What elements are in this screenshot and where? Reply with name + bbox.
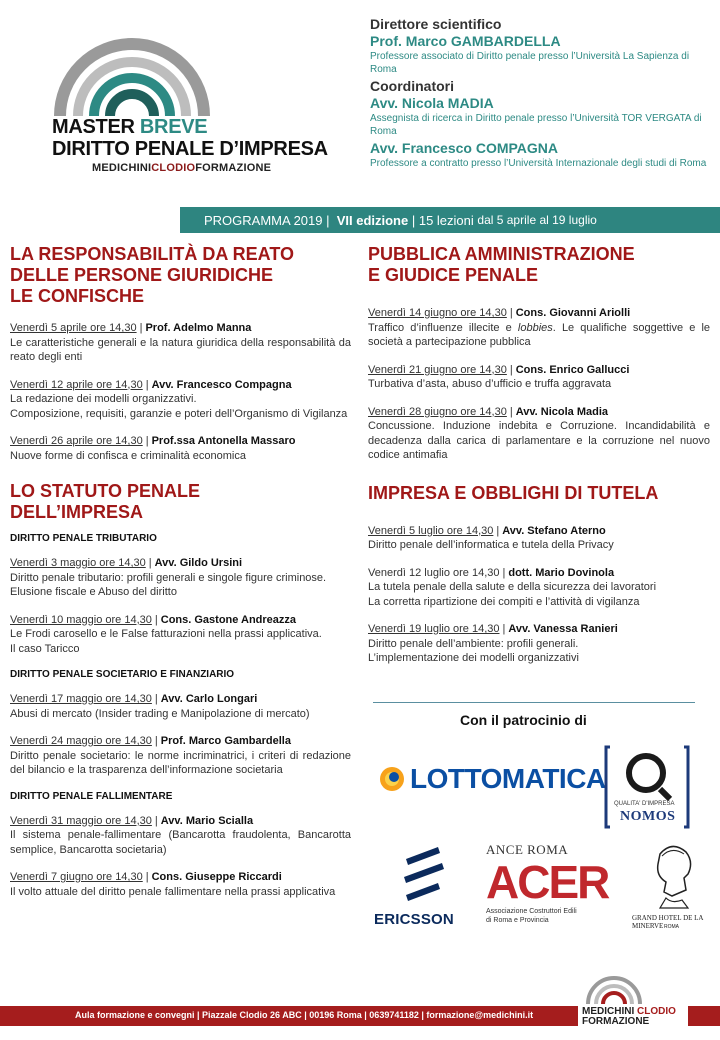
left-column xyxy=(10,244,351,912)
lesson-item: Venerdì 21 giugno ore 14,30 | Cons. Enrico Gallucci Turbativa d’asta, abuso d’ufficio e truffa aggravata xyxy=(368,363,630,390)
coordinator-1-name: Avv. Nicola MADIA xyxy=(370,95,494,111)
section-title-statuto: LO STATUTO PENALE DELL’IMPRESA xyxy=(10,481,201,522)
lottomatica-logo: LOTTOMATICA xyxy=(378,763,606,795)
staff-block xyxy=(370,16,715,172)
subsection-fallimentare: DIRITTO PENALE FALLIMENTARE xyxy=(10,790,173,802)
coordinator-2-desc: Professore a contratto presso l’Università Internazionale degli studi di Roma xyxy=(370,158,707,169)
lesson-item: Venerdì 5 aprile ore 14,30 | Prof. Adelmo Manna Le caratteristiche generali e la natura giuridica della responsabilità da reato degli enti xyxy=(10,322,351,363)
footer-logo: MEDICHINI CLODIO FORMAZIONE xyxy=(578,970,688,1028)
lesson-item: Venerdì 28 giugno ore 14,30 | Avv. Nicola Madia Concussione. Induzione indebita e Corruzione. Incandidabilità e decadenza dalla carica di parlamentare e la corruzione nel nuovo codice antimafia xyxy=(368,405,710,461)
director-desc: Professore associato di Diritto penale presso l’Università La Sapienza di Roma xyxy=(370,51,690,75)
lesson-item: Venerdì 31 maggio ore 14,30 | Avv. Mario Scialla Il sistema penale-fallimentare (Bancarotta fraudolenta, Bancarotta semplice, Bancarotta societaria) xyxy=(10,814,351,856)
lesson-item: Venerdì 14 giugno ore 14,30 | Cons. Giovanni Ariolli Traffico d’influenze illecite e lobbies. Le qualifiche soggettive e le società a partecipazione pubblica xyxy=(368,307,711,348)
director-name: Prof. Marco GAMBARDELLA xyxy=(370,33,561,49)
right-column xyxy=(368,244,710,679)
logo-line-3: MEDICHINICLODIOFORMAZIONE xyxy=(92,162,272,174)
sponsor-divider xyxy=(373,702,695,703)
minerva-head-icon xyxy=(642,842,702,912)
lesson-item: Venerdì 10 maggio ore 14,30 | Cons. Gastone Andreazza Le Frodi carosello e le False fatturazioni nella prassi applicativa. Il caso Taricco xyxy=(10,613,322,655)
subsection-societario: DIRITTO PENALE SOCIETARIO E FINANZIARIO xyxy=(10,669,235,680)
section-title-responsabilita: LA RESPONSABILITÀ DA REATO DELLE PERSONE GIURIDICHE LE CONFISCHE xyxy=(10,244,295,306)
lesson-item: Venerdì 12 aprile ore 14,30 | Avv. Francesco Compagna La redazione dei modelli organizzativi. Composizione, requisiti, garanzie e poteri dell’Organismo di Vigilanza xyxy=(10,378,348,420)
lesson-item: Venerdì 5 luglio ore 14,30 | Avv. Stefano Aterno Diritto penale dell’informatica e tutela della Privacy xyxy=(368,524,614,551)
lesson-item: Venerdì 12 luglio ore 14,30 | dott. Mario Dovinola La tutela penale della salute e della sicurezza dei lavoratori La corretta ripartizione dei compiti e l’attività di vigilanza xyxy=(368,566,657,608)
subsection-tributario: DIRITTO PENALE TRIBUTARIO xyxy=(10,533,157,544)
footer-contacts: Aula formazione e convegni | Piazzale Clodio 26 ABC | 00196 Roma | 0639741182 | formazione@medichini.it xyxy=(75,1010,534,1020)
coordinator-2-name: Avv. Francesco COMPAGNA xyxy=(370,140,559,156)
director-role: Direttore scientifico xyxy=(370,16,502,32)
lottomatica-sun-icon xyxy=(378,765,406,793)
patronage-heading: Con il patrocinio di xyxy=(460,712,587,728)
footer-arcs-icon xyxy=(584,970,644,1006)
logo-line-2: DIRITTO PENALE D’IMPRESA xyxy=(52,138,328,160)
section-title-tutela: IMPRESA E OBBLIGHI DI TUTELA xyxy=(368,482,659,503)
acer-logo: ANCE ROMA ACER Associazione Costruttori Edili di Roma e Provincia xyxy=(486,842,609,924)
minerve-logo: GRAND HOTEL DE LA MINERVE ROMA xyxy=(626,842,720,934)
lesson-item: Venerdì 7 giugno ore 14,30 | Cons. Giuseppe Riccardi Il volto attuale del diritto penale fallimentare nella prassi applicativa xyxy=(10,871,336,898)
nomos-q-icon xyxy=(626,753,666,793)
arcs-logo-icon xyxy=(52,28,212,118)
lesson-item: Venerdì 17 maggio ore 14,30 | Avv. Carlo Longari Abusi di mercato (Insider trading e Manipolazione di mercato) xyxy=(10,693,310,720)
nomos-logo: QUALITA' D'IMPRESA NOMOS xyxy=(604,745,690,829)
program-banner: PROGRAMMA 2019 | VII edizione | 15 lezioni dal 5 aprile al 19 luglio xyxy=(180,207,720,233)
coordinators-role: Coordinatori xyxy=(370,78,454,94)
coordinator-1-desc: Assegnista di ricerca in Diritto penale presso l’Università TOR VERGATA di Roma xyxy=(370,113,702,137)
logo-line-1: MASTER BREVE xyxy=(52,116,208,138)
master-logo xyxy=(40,28,340,188)
ericsson-bars-icon xyxy=(374,845,474,909)
lesson-item: Venerdì 24 maggio ore 14,30 | Prof. Marco Gambardella Diritto penale societario: le norme incriminatrici, i criteri di redazione del bilancio e la trasparenza dell’informazione societaria xyxy=(10,735,351,776)
ericsson-logo: ERICSSON xyxy=(374,845,474,935)
section-title-pa: PUBBLICA AMMINISTRAZIONE E GIUDICE PENALE xyxy=(368,244,635,285)
lesson-item: Venerdì 26 aprile ore 14,30 | Prof.ssa Antonella Massaro Nuove forme di confisca e criminalità economica xyxy=(10,435,296,462)
lesson-item: Venerdì 19 luglio ore 14,30 | Avv. Vanessa Ranieri Diritto penale dell’ambiente: profili generali. L’implementazione dei modelli organizzativi xyxy=(368,623,618,664)
lesson-item: Venerdì 3 maggio ore 14,30 | Avv. Gildo Ursini Diritto penale tributario: profili generali e singole figure criminose. Elusione fiscale e Abuso del diritto xyxy=(10,557,327,598)
